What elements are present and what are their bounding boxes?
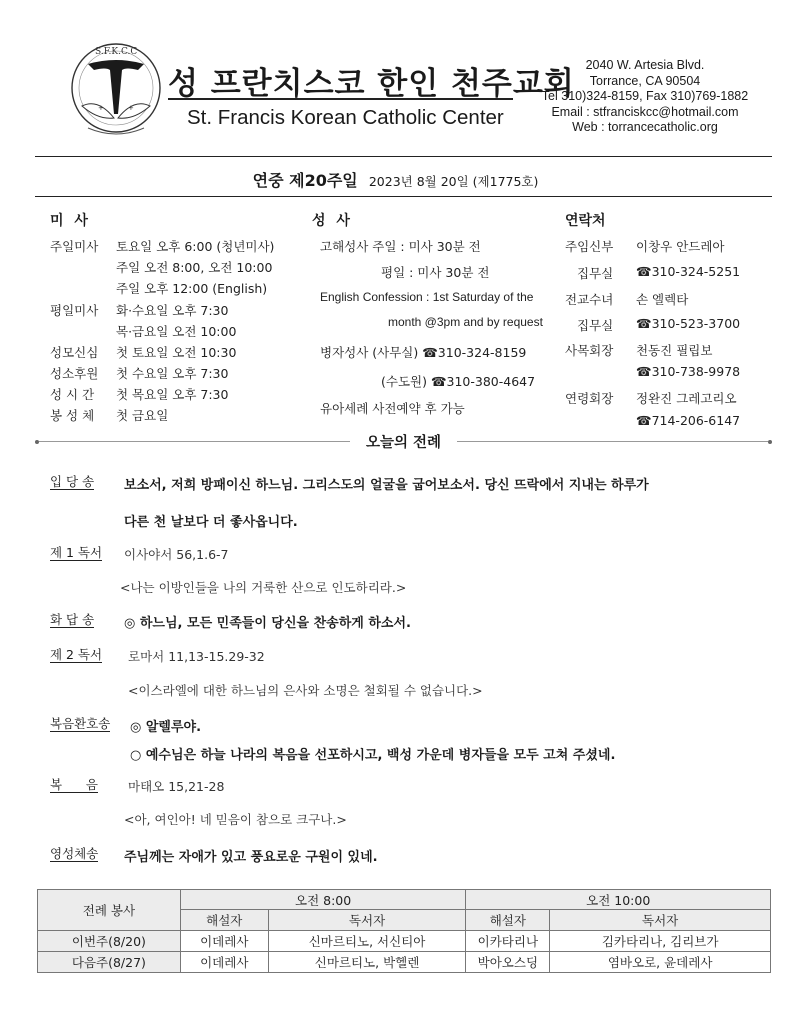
mass-time: 첫 금요일 <box>116 408 169 423</box>
contact-label: 전교수녀 <box>565 292 614 307</box>
week-cell: 다음주(8/27) <box>38 952 181 973</box>
svg-text:+: + <box>98 104 104 112</box>
sunday-title-line <box>0 168 791 191</box>
english-confession-line-1: English Confession : 1st Saturday of the <box>320 290 534 304</box>
liturgy-service-table <box>37 889 771 973</box>
liturgy-heading: 오늘의 전례 <box>365 435 442 451</box>
svg-text:S.F.K.C.C: S.F.K.C.C <box>95 47 138 57</box>
contact-value: ☎310-324-5251 <box>636 264 741 279</box>
gospel-acclamation-line-1: ◎ 알렐루야. <box>130 720 202 735</box>
mass-label: 주일미사 <box>50 239 99 254</box>
contact-value: 이창우 안드레아 <box>636 239 725 254</box>
contact-label: 사목회장 <box>565 343 614 358</box>
church-title-korean: 성 프란치스코 한인 천주교회 <box>168 66 575 102</box>
website: Web : torrancecatholic.org <box>572 120 718 134</box>
mass-time: 주일 오전 8:00, 오전 10:00 <box>116 260 273 275</box>
reader-cell: 신마르티노, 박헬렌 <box>268 952 466 973</box>
contact-value: ☎310-738-9978 <box>636 364 741 379</box>
mass-label: 성 시 간 <box>50 387 95 402</box>
svg-text:+: + <box>128 104 134 112</box>
commentator-cell: 박아오스딩 <box>466 952 550 973</box>
mass-time: 첫 수요일 오후 7:30 <box>116 366 229 381</box>
liturgy-heading-bar <box>35 431 772 452</box>
table-row <box>38 952 771 973</box>
reader-header: 독서자 <box>268 910 466 931</box>
table-row <box>38 931 771 952</box>
contact-label: 집무실 <box>577 266 614 281</box>
commentator-cell: 이데레사 <box>180 952 268 973</box>
divider-line <box>39 441 350 442</box>
mass-time: 주일 오후 12:00 (English) <box>116 281 268 296</box>
communion-antiphon-label: 영성체송 <box>50 846 99 861</box>
contacts-heading: 연락처 <box>565 213 606 229</box>
church-logo <box>68 40 164 140</box>
mass-8am-header: 오전 8:00 <box>180 890 466 910</box>
sunday-date: 2023년 8월 20일 (제1775호) <box>368 174 539 189</box>
mass-label: 봉 성 체 <box>50 408 95 423</box>
mass-row <box>50 385 228 406</box>
commentator-header: 해설자 <box>466 910 550 931</box>
divider-dot <box>768 440 772 444</box>
entrance-antiphon-label: 입 당 송 <box>50 474 95 489</box>
confession-weekday: 평일 : 미사 30분 전 <box>381 265 490 280</box>
mass-time: 목·금요일 오전 10:00 <box>116 324 237 339</box>
reader-cell: 신마르티노, 서신티아 <box>268 931 466 952</box>
phone-fax: Tel 310)324-8159, Fax 310)769-1882 <box>541 89 749 103</box>
sick-anointing-convent: (수도원) ☎310-380-4647 <box>381 374 536 389</box>
first-reading-ref: 이사야서 56,1.6-7 <box>124 547 229 562</box>
mass-label: 평일미사 <box>50 303 99 318</box>
title-underline <box>168 98 513 100</box>
gospel-summary: <아, 여인아! 네 믿음이 참으로 크구나.> <box>124 812 347 827</box>
mass-row <box>50 406 168 427</box>
email: Email : stfranciskcc@hotmail.com <box>551 104 739 119</box>
header-divider <box>35 156 772 157</box>
psalm-label: 화 답 송 <box>50 612 95 627</box>
entrance-antiphon-line-1: 보소서, 저희 방패이신 하느님. 그리스도의 얼굴을 굽어보소서. 당신 뜨락에서 지내는 하루가 <box>124 478 649 493</box>
reader-cell: 김카타리나, 김리브가 <box>550 931 771 952</box>
contact-value: ☎714-206-6147 <box>636 413 741 428</box>
table-corner-header: 전례 봉사 <box>38 890 181 931</box>
mass-time: 화·수요일 오후 7:30 <box>116 303 229 318</box>
sick-anointing-office: 병자성사 (사무실) ☎310-324-8159 <box>320 345 527 360</box>
gospel-acclamation-label: 복음환호송 <box>50 716 111 731</box>
gospel-label: 복 음 <box>50 777 98 792</box>
entrance-antiphon-line-2: 다른 천 날보다 더 좋사옵니다. <box>124 515 298 530</box>
psalm-response: ◎ 하느님, 모든 민족들이 당신을 찬송하게 하소서. <box>124 616 411 631</box>
mass-10am-header: 오전 10:00 <box>466 890 771 910</box>
english-confession-line-2: month @3pm and by request <box>388 315 543 329</box>
contact-label: 연령회장 <box>565 391 614 406</box>
second-reading-label: 제 2 독서 <box>50 647 103 662</box>
contact-value: 천동진 필립보 <box>636 343 713 358</box>
second-reading-summary: <이스라엘에 대한 하느님의 은사와 소명은 철회될 수 없습니다.> <box>128 683 483 698</box>
week-cell: 이번주(8/20) <box>38 931 181 952</box>
mass-row <box>50 343 236 364</box>
sacraments-heading: 성 사 <box>312 213 353 229</box>
mass-time: 첫 토요일 오전 10:30 <box>116 345 237 360</box>
mass-heading: 미 사 <box>50 213 91 229</box>
contact-label: 주임신부 <box>565 239 614 254</box>
infant-baptism: 유아세례 사전예약 후 가능 <box>320 401 465 416</box>
mass-row <box>50 301 236 343</box>
subheader-divider <box>35 196 772 197</box>
mass-row <box>50 364 228 385</box>
reader-header: 독서자 <box>550 910 771 931</box>
second-reading-ref: 로마서 11,13-15.29-32 <box>128 649 265 664</box>
commentator-cell: 이카타리나 <box>466 931 550 952</box>
contact-value: 손 엘렉타 <box>636 292 689 307</box>
communion-antiphon: 주님께는 자애가 있고 풍요로운 구원이 있네. <box>124 850 378 865</box>
mass-label: 성모신심 <box>50 345 99 360</box>
church-title-english: St. Francis Korean Catholic Center <box>187 106 504 129</box>
sunday-title: 연중 제20주일 <box>252 171 358 190</box>
tau-cross-dove-icon <box>68 40 164 140</box>
contact-value: ☎310-523-3700 <box>636 316 741 331</box>
first-reading-summary: <나는 이방인들을 나의 거룩한 산으로 인도하리라.> <box>120 580 407 595</box>
contact-label: 집무실 <box>577 318 614 333</box>
divider-line <box>457 441 768 442</box>
reader-cell: 염바오로, 윤데레사 <box>550 952 771 973</box>
mass-time: 첫 목요일 오후 7:30 <box>116 387 229 402</box>
commentator-header: 해설자 <box>180 910 268 931</box>
mass-label: 성소후원 <box>50 366 99 381</box>
address-line-1: 2040 W. Artesia Blvd. <box>585 58 705 72</box>
confession-sunday: 고해성사 주일 : 미사 30분 전 <box>320 239 481 254</box>
gospel-ref: 마태오 15,21-28 <box>128 779 225 794</box>
first-reading-label: 제 1 독서 <box>50 545 103 560</box>
contact-block <box>520 58 770 136</box>
mass-time: 토요일 오후 6:00 (청년미사) <box>116 239 275 254</box>
address-line-2: Torrance, CA 90504 <box>589 73 701 88</box>
contact-value: 정완진 그레고리오 <box>636 391 737 406</box>
gospel-acclamation-line-2: ○ 예수님은 하늘 나라의 복음을 선포하시고, 백성 가운데 병자들을 모두 고쳐 주셨네. <box>130 748 616 763</box>
mass-row <box>50 237 274 300</box>
commentator-cell: 이데레사 <box>180 931 268 952</box>
